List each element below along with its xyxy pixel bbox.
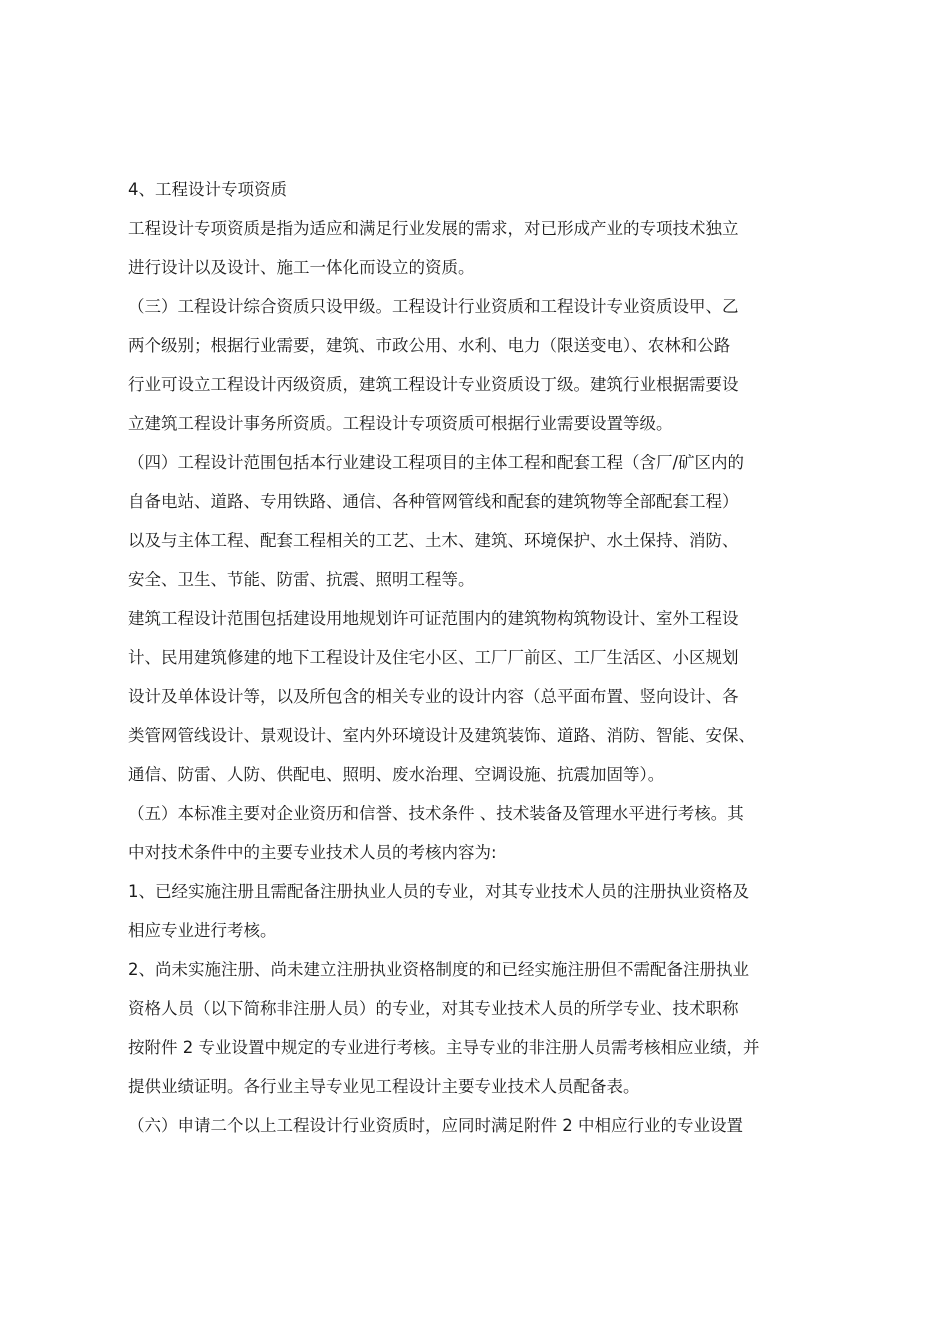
text-line: 工程设计专项资质是指为适应和满足行业发展的需求，对已形成产业的专项技术独立 [128,219,739,238]
text-line: （六）申请二个以上工程设计行业资质时，应同时满足附件 2 中相应行业的专业设置 [128,1116,743,1135]
text-line: 行业可设立工程设计丙级资质，建筑工程设计专业资质设丁级。建筑行业根据需要设 [128,375,739,394]
paragraph-building-design-scope [128,599,828,794]
document-body [128,170,828,1145]
paragraph-special-qualification-definition [128,209,828,287]
paragraph-clause-3 [128,287,828,443]
paragraph-clause-6 [128,1106,828,1145]
text-line: 通信、防雷、人防、供配电、照明、废水治理、空调设施、抗震加固等）。 [128,765,665,784]
text-line: 自备电站、道路、专用铁路、通信、各种管网管线和配套的建筑物等全部配套工程） [128,492,739,511]
text-line: 资格人员（以下简称非注册人员）的专业，对其专业技术人员的所学专业、技术职称 [128,999,739,1018]
section-heading-special-qualification [128,170,828,209]
paragraph-clause-4 [128,443,828,599]
text-line: 建筑工程设计范围包括建设用地规划许可证范围内的建筑物构筑物设计、室外工程设 [128,609,739,628]
text-line: 4、工程设计专项资质 [128,180,287,199]
text-line: （四）工程设计范围包括本行业建设工程项目的主体工程和配套工程（含厂/矿区内的 [128,453,745,472]
text-line: 以及与主体工程、配套工程相关的工艺、土木、建筑、环境保护、水土保持、消防、 [128,531,739,550]
text-line: 1、已经实施注册且需配备注册执业人员的专业，对其专业技术人员的注册执业资格及 [128,882,749,901]
text-line: 提供业绩证明。各行业主导专业见工程设计主要专业技术人员配备表。 [128,1077,640,1096]
text-line: （五）本标准主要对企业资历和信誉、技术条件 、技术装备及管理水平进行考核。其 [128,804,744,823]
text-line: 两个级别；根据行业需要，建筑、市政公用、水利、电力（限送变电）、农林和公路 [128,336,731,355]
text-line: 计、民用建筑修建的地下工程设计及住宅小区、工厂厂前区、工厂生活区、小区规划 [128,648,739,667]
paragraph-item-1 [128,872,828,950]
text-line: 中对技术条件中的主要专业技术人员的考核内容为: [128,843,497,862]
text-line: 相应专业进行考核。 [128,921,277,940]
text-line: 类管网管线设计、景观设计、室内外环境设计及建筑装饰、道路、消防、智能、安保、 [128,726,755,745]
text-line: 立建筑工程设计事务所资质。工程设计专项资质可根据行业需要设置等级。 [128,414,673,433]
text-line: 安全、卫生、节能、防雷、抗震、照明工程等。 [128,570,475,589]
paragraph-clause-5 [128,794,828,872]
text-line: 设计及单体设计等，以及所包含的相关专业的设计内容（总平面布置、竖向设计、各 [128,687,739,706]
text-line: 进行设计以及设计、施工一体化而设立的资质。 [128,258,475,277]
text-line: 2、尚未实施注册、尚未建立注册执业资格制度的和已经实施注册但不需配备注册执业 [128,960,749,979]
paragraph-item-2 [128,950,828,1106]
text-line: （三）工程设计综合资质只设甲级。工程设计行业资质和工程设计专业资质设甲、乙 [128,297,739,316]
text-line: 按附件 2 专业设置中规定的专业进行考核。主导专业的非注册人员需考核相应业绩，并 [128,1038,760,1057]
